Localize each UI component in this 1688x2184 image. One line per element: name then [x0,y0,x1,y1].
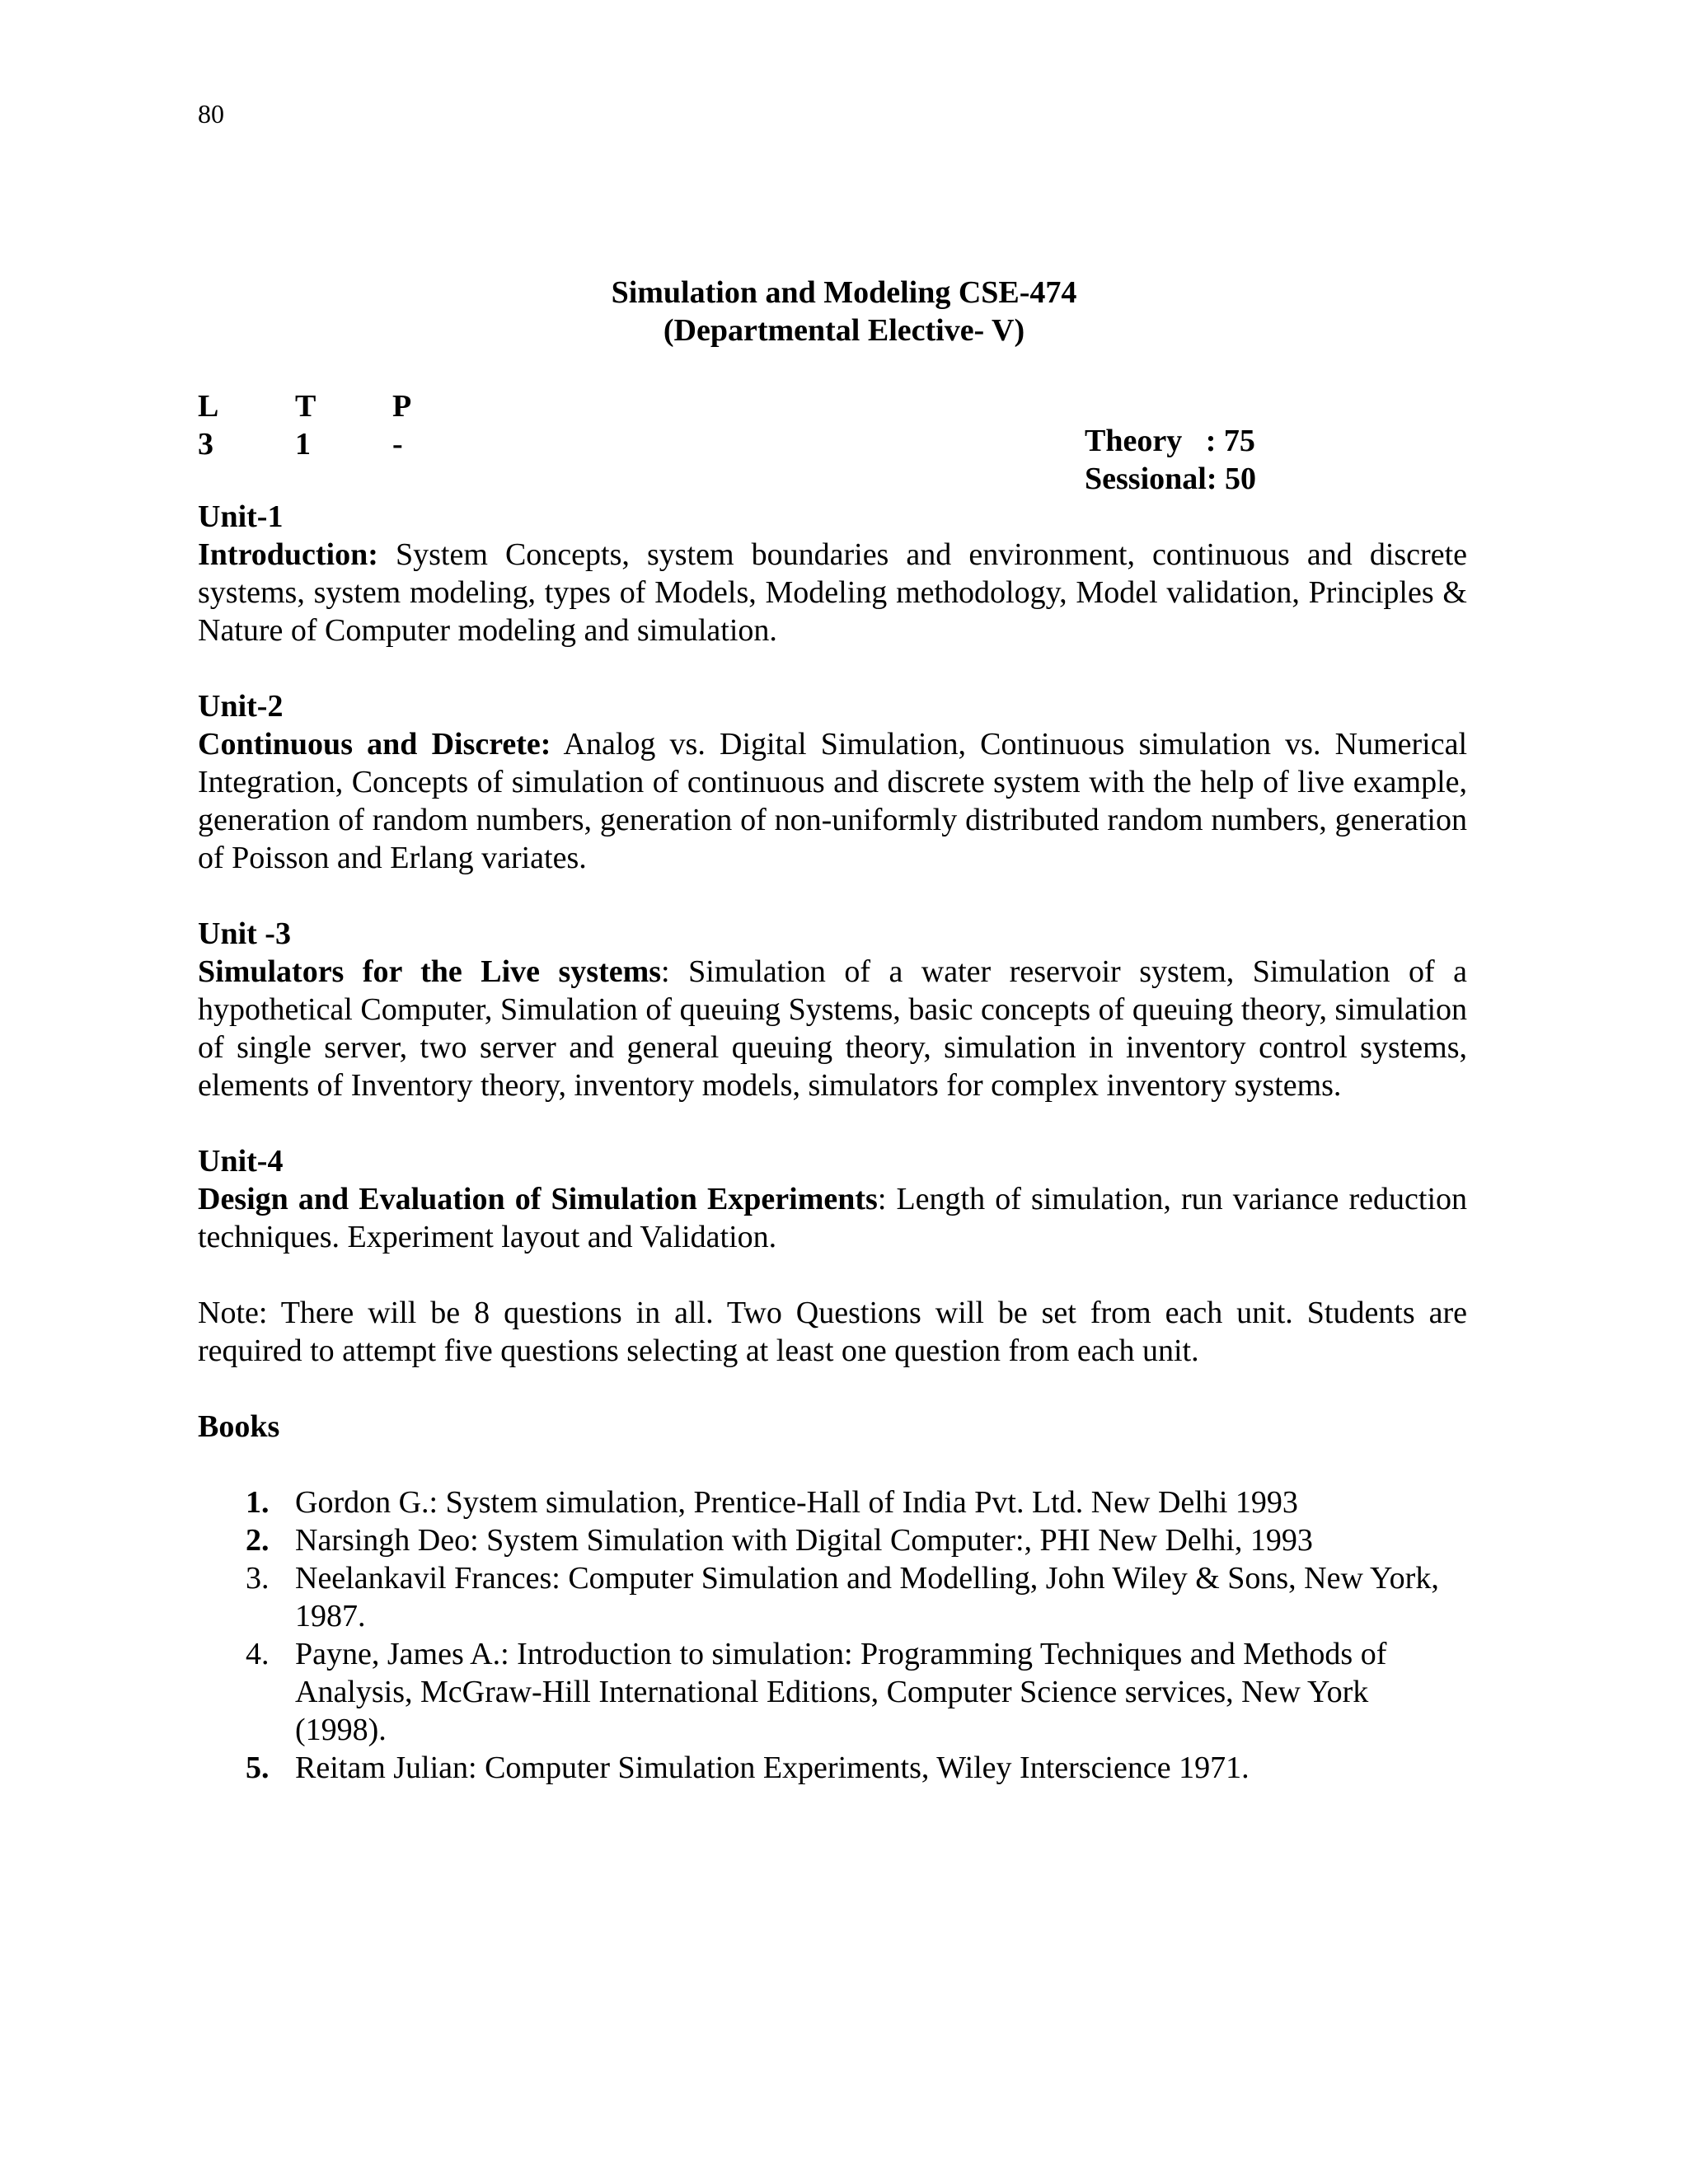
course-subtitle: (Departmental Elective- V) [663,313,1025,348]
unit-text: System Concepts, system boundaries and environment, continuous and discrete systems, system modeling, types of Models, Modeling methodology, Model validation, Principles & Nature of Computer modeling and simulation. [198,537,1467,648]
sessional-value: : 50 [1206,462,1256,496]
ltp-table [198,387,1475,499]
unit-3 [198,915,1467,1104]
ltp-value-l: 3 [198,427,213,462]
unit-lead: Introduction: [198,537,378,572]
unit-heading: Unit -3 [198,916,291,951]
course-title: Simulation and Modeling CSE-474 [611,275,1077,310]
unit-heading: Unit-2 [198,689,284,724]
book-text: Reitam Julian: Computer Simulation Experiments, Wiley Interscience 1971. [295,1750,1250,1785]
unit-heading: Unit-4 [198,1144,284,1179]
ltp-value-p: - [392,427,403,462]
book-item [198,1483,1467,1521]
marks-block [1085,422,1256,498]
book-item [198,1635,1467,1749]
books-heading: Books [198,1409,280,1444]
unit-text: Analog vs. Digital Simulation, Continuous simulation vs. Numerical Integration, Concepts of simulation of continuous and discrete system with the help of live example, generation of random numbers, generation of non-uniformly distributed random numbers, generation of Poisson and Erlang variates. [198,727,1467,875]
syllabus-content [198,498,1467,1787]
book-item [198,1521,1467,1559]
ltp-header-t: T [295,389,316,424]
course-title-block [0,274,1688,349]
page-number: 80 [198,99,224,129]
ltp-header-p: P [392,389,412,424]
unit-body [198,725,1467,877]
unit-body [198,1180,1467,1256]
theory-label: Theory [1085,424,1206,458]
sessional-marks [1085,460,1256,498]
book-text: Gordon G.: System simulation, Prentice-Hall of India Pvt. Ltd. New Delhi 1993 [295,1485,1298,1520]
unit-lead: Design and Evaluation of Simulation Experiments [198,1182,878,1216]
unit-text: : Length of simulation, run variance reduction techniques. Experiment layout and Validation. [198,1182,1467,1254]
theory-value: : 75 [1205,424,1255,458]
book-item [198,1749,1467,1787]
book-text: Neelankavil Frances: Computer Simulation and Modelling, John Wiley & Sons, New York, 1987. [295,1561,1439,1633]
book-number: 4. [246,1637,270,1671]
unit-body [198,953,1467,1104]
ltp-header-l: L [198,389,219,424]
book-list [198,1483,1467,1787]
unit-1 [198,498,1467,649]
book-number: 3. [246,1561,270,1596]
book-text: Payne, James A.: Introduction to simulation: Programming Techniques and Methods of Analysis, McGraw-Hill International Editions, Computer Science services, New York (1998). [295,1637,1387,1747]
unit-4 [198,1142,1467,1256]
unit-2 [198,687,1467,877]
ltp-value-t: 1 [295,427,311,462]
book-text: Narsingh Deo: System Simulation with Digital Computer:, PHI New Delhi, 1993 [295,1523,1313,1558]
unit-text: : Simulation of a water reservoir system, Simulation of a hypothetical Computer, Simulation of queuing Systems, basic concepts of queuing theory, simulation of single server, two server and general queuing theory, simulation in inventory control systems, elements of Inventory theory, inventory models, simulators for complex inventory systems. [198,954,1467,1103]
unit-body [198,536,1467,649]
exam-note: Note: There will be 8 questions in all. Two Questions will be set from each unit. Students are required to attempt five questions selecting at least one question from each unit. [198,1296,1467,1368]
unit-lead: Continuous and Discrete: [198,727,551,762]
book-number: 1. [246,1485,270,1520]
book-number: 5. [246,1750,270,1785]
theory-marks [1085,422,1256,460]
book-number: 2. [246,1523,270,1558]
sessional-label: Sessional [1085,462,1207,496]
unit-heading: Unit-1 [198,499,284,534]
unit-lead: Simulators for the Live systems [198,954,662,989]
book-item [198,1559,1467,1635]
